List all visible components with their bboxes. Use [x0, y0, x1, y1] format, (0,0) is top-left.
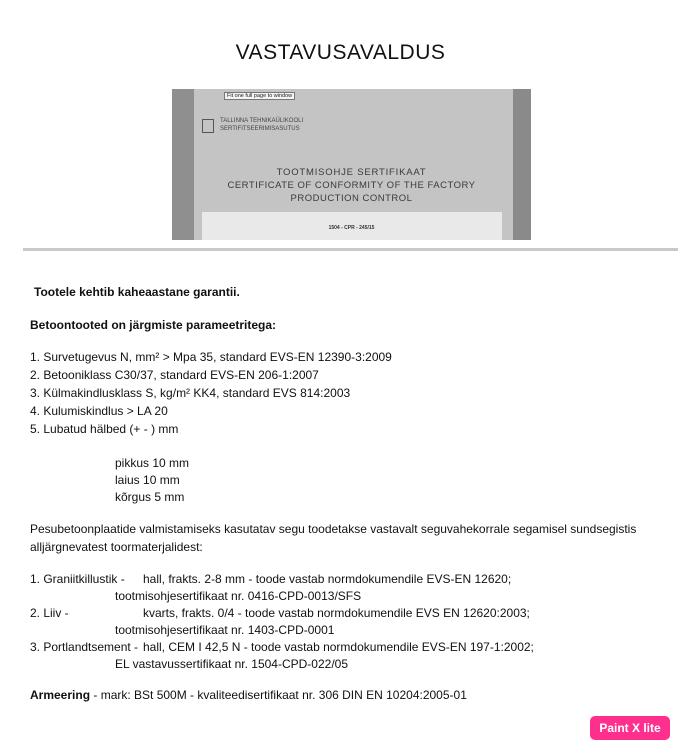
param-item: 5. Lubatud hälbed (+ - ) mm	[30, 422, 179, 436]
param-item: 2. Betooniklass C30/37, standard EVS-EN 206-1:2007	[30, 368, 319, 382]
cert-heading-et: TOOTMISOHJE SERTIFIKAAT	[276, 167, 427, 178]
param-item: 4. Kulumiskindlus > LA 20	[30, 404, 168, 418]
armeering-label: Armeering	[30, 688, 91, 702]
material-label: 3. Portlandtsement -	[30, 640, 139, 654]
param-item: 1. Survetugevus N, mm² > Mpa 35, standard EVS-EN 12390-3:2009	[30, 350, 392, 364]
cert-org-line1: TALLINNA TEHNIKAÜLIKOOLI	[220, 118, 304, 124]
certificate-image	[172, 89, 531, 240]
ttu-logo-icon	[202, 119, 214, 133]
params-heading: Betoontooted on järgmiste parameetritega:	[30, 318, 277, 332]
armeering-line	[30, 688, 467, 702]
mix-text-line2: alljärgnevatest toormaterjalidest:	[30, 540, 203, 554]
paint-x-lite-badge: Paint X lite	[590, 716, 670, 740]
material-label: 2. Liiv -	[30, 606, 69, 620]
material-line2: tootmisohjesertifikaat nr. 1403-CPD-0001	[115, 623, 335, 637]
armeering-text: - mark: BSt 500M - kvaliteedisertifikaat nr. 306 DIN EN 10204:2005-01	[90, 688, 467, 702]
divider	[23, 248, 678, 251]
page-title: VASTAVUSAVALDUS	[235, 41, 446, 64]
guarantee-text: Tootele kehtib kaheaastane garantii.	[34, 285, 240, 299]
cert-heading-en-1: CERTIFICATE OF CONFORMITY OF THE FACTORY	[227, 180, 476, 191]
material-line2: EL vastavussertifikaat nr. 1504-CPD-022/05	[115, 657, 349, 671]
cert-heading-en-2: PRODUCTION CONTROL	[290, 193, 413, 204]
cert-org-line2: SERTIFITSEERIMISASUTUS	[220, 126, 300, 132]
cert-number: 1504 - CPR - 245/15	[328, 225, 375, 231]
param-item: 3. Külmakindlusklass S, kg/m² KK4, standard EVS 814:2003	[30, 386, 351, 400]
material-line1: hall, CEM I 42,5 N - toode vastab normdokumendile EVS-EN 197-1:2002;	[143, 640, 534, 654]
material-line1: kvarts, frakts. 0/4 - toode vastab normdokumendile EVS EN 12620:2003;	[143, 606, 530, 620]
tolerance-item: kõrgus 5 mm	[115, 490, 185, 504]
material-line2: tootmisohjesertifikaat nr. 0416-CPD-0013/SFS	[115, 589, 362, 603]
material-label: 1. Graniitkillustik -	[30, 572, 125, 586]
mix-text-line1: Pesubetoonplaatide valmistamiseks kasutatav segu toodetakse vastavalt seguvahekorrale segamisel sundsegistis	[30, 522, 637, 536]
tolerance-item: laius 10 mm	[115, 473, 180, 487]
tolerance-item: pikkus 10 mm	[115, 456, 190, 470]
material-line1: hall, frakts. 2-8 mm - toode vastab normdokumendile EVS-EN 12620;	[143, 572, 512, 586]
fit-page-tooltip: Fit one full page to window	[224, 92, 295, 100]
